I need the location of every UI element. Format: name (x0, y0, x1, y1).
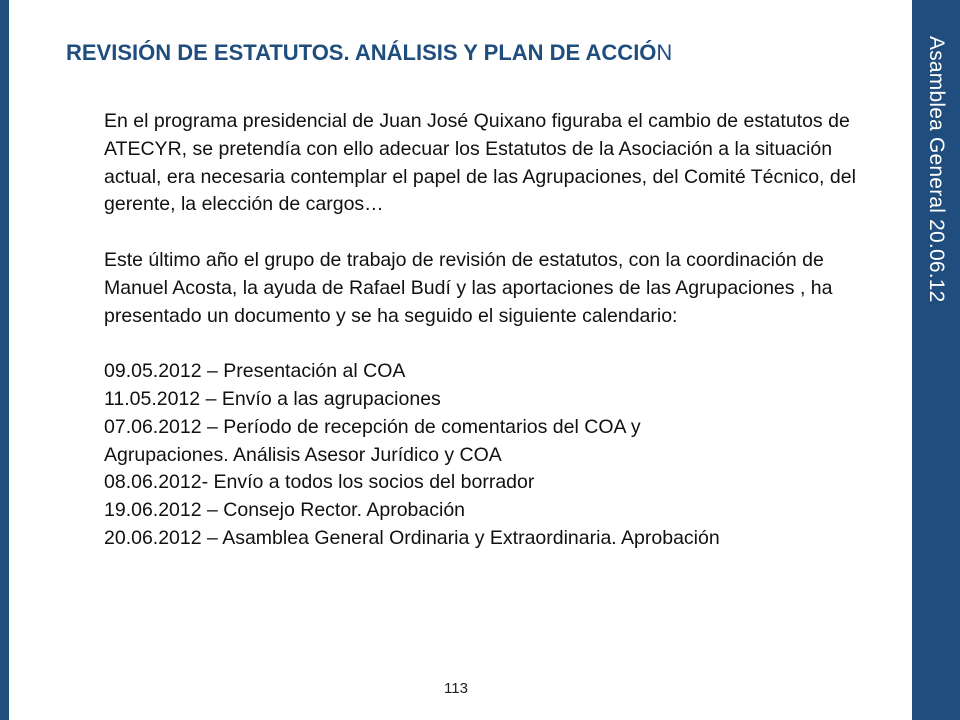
page-number: 113 (444, 680, 468, 697)
calendar-line: 20.06.2012 – Asamblea General Ordinaria y Extraordinaria. Aprobación (104, 526, 720, 549)
calendar-line: 09.05.2012 – Presentación al COA (104, 360, 406, 383)
calendar-line: 19.06.2012 – Consejo Rector. Aprobación (104, 499, 466, 522)
calendar-line: 11.05.2012 – Envío a las agrupaciones (104, 387, 441, 410)
title-main: REVISIÓN DE ESTATUTOS. ANÁLISIS Y PLAN DE ACCIÓ (66, 40, 657, 65)
title-last-letter: N (656, 40, 673, 65)
calendar-line: Agrupaciones. Análisis Asesor Jurídico y COA (104, 443, 502, 466)
slide-body (104, 108, 884, 553)
calendar-line: 08.06.2012- Envío a todos los socios del borrador (104, 471, 535, 494)
paragraph-2: Este último año el grupo de trabajo de revisión de estatutos, con la coordinación de Manuel Acosta, la ayuda de Rafael Budí y las aportaciones de las Agrupaciones , ha presentado un documento y se ha seguido el siguiente calendario: (104, 248, 833, 327)
calendar-line: 07.06.2012 – Período de recepción de comentarios del COA y (104, 415, 641, 438)
side-label: Asamblea General 20.06.12 (925, 36, 948, 303)
slide-title (66, 40, 672, 66)
left-accent-bar (0, 0, 9, 720)
paragraph-1: En el programa presidencial de Juan José Quixano figuraba el cambio de estatutos de ATECYR, se pretendía con ello adecuar los Estatutos de la Asociación a la situación actual, era necesaria contemplar el papel de las Agrupaciones, del Comité Técnico, del gerente, la elección de cargos… (104, 110, 856, 216)
calendar-list (104, 358, 884, 553)
